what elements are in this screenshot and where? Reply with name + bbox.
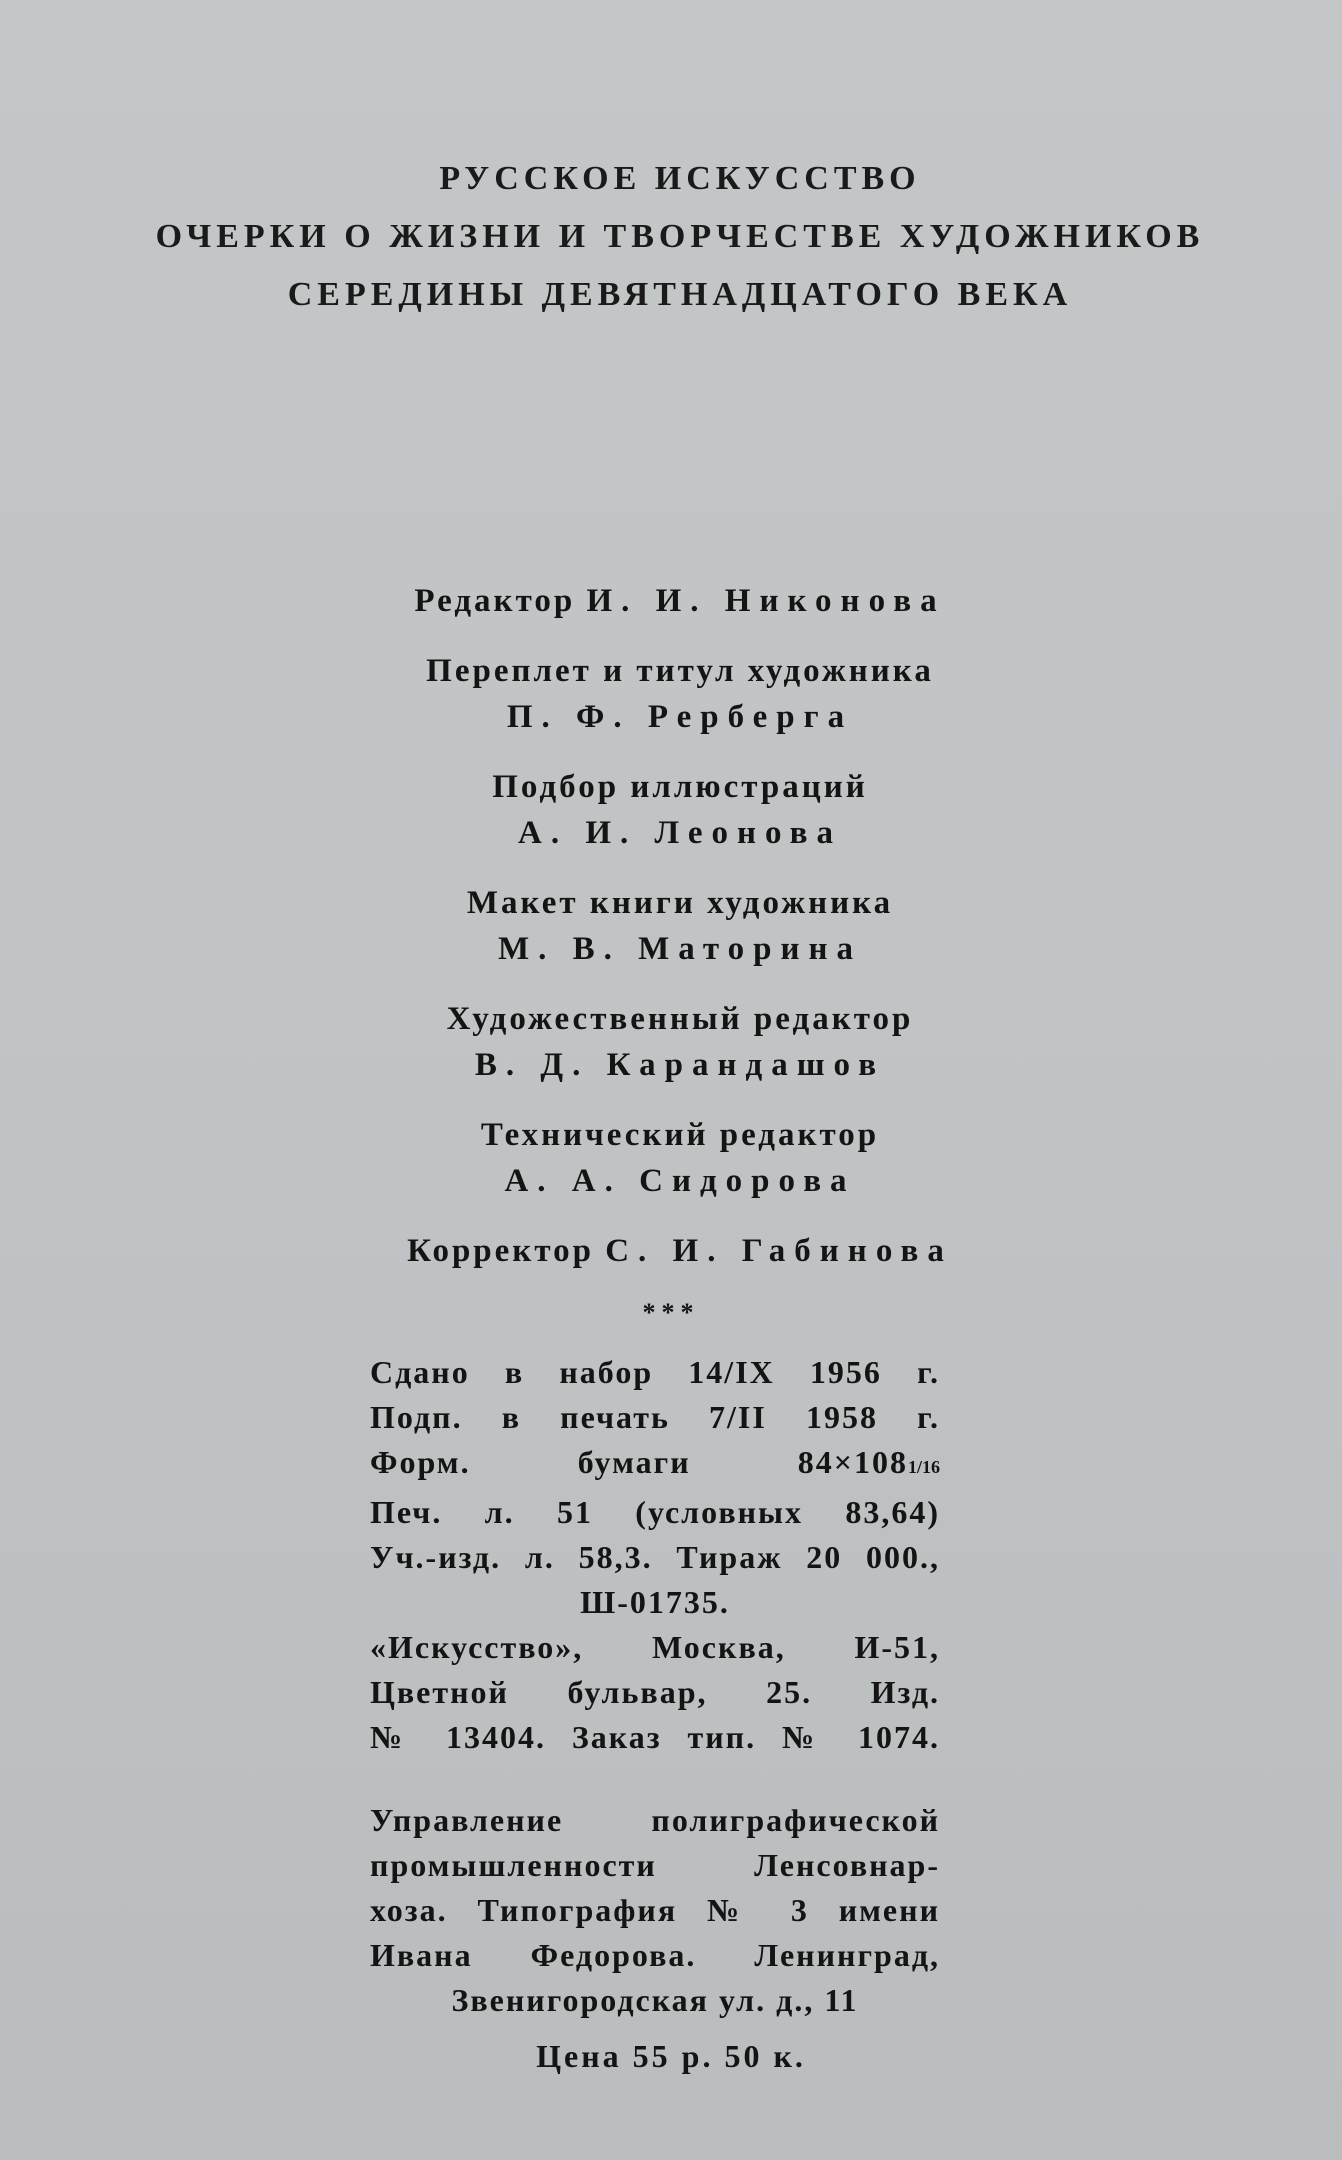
credit-tech-editor: [250, 1112, 1110, 1204]
imprint-paper-format: [370, 1440, 940, 1490]
credit-art-editor-role: Художественный редактор: [446, 1001, 914, 1037]
printer-block: [370, 1798, 940, 2023]
credit-illustrations-role: Подбор иллюстраций: [492, 769, 868, 805]
paper-format-fraction: 1/16: [907, 1457, 940, 1477]
imprint-publisher: «Искусство», Москва, И-51,: [370, 1629, 940, 1665]
credit-proofreader-role: Корректор: [407, 1233, 594, 1269]
credit-tech-editor-role: Технический редактор: [480, 1117, 880, 1153]
title-line-3: СЕРЕДИНЫ ДЕВЯТНАДЦАТОГО ВЕКА: [287, 276, 1073, 313]
credit-editor-role: Редактор: [414, 583, 576, 619]
credit-editor-line: [414, 583, 945, 619]
imprint-code: Ш-01735.: [580, 1584, 730, 1620]
credit-illustrations-name: А. И. Леонова: [517, 815, 843, 851]
credit-art-editor: [250, 996, 1110, 1088]
title-line-2: ОЧЕРКИ О ЖИЗНИ И ТВОРЧЕСТВЕ ХУДОЖНИКОВ: [155, 218, 1205, 255]
series-title: [100, 150, 1260, 324]
printer-line-4: Ивана Федорова. Ленинград,: [370, 1937, 940, 1973]
credit-layout: [250, 880, 1110, 972]
credit-art-editor-name: В. Д. Карандашов: [474, 1047, 886, 1083]
credit-binding: [250, 648, 1110, 740]
imprint-sheets: Печ. л. 51 (условных 83,64): [370, 1494, 940, 1530]
credit-binding-role: Переплет и титул художника: [426, 653, 934, 689]
credit-editor: [250, 578, 1110, 624]
credit-editor-name: И. И. Никонова: [586, 583, 946, 619]
credit-layout-role: Макет книги художника: [466, 885, 894, 921]
paper-format-text: Форм. бумаги 84×108: [370, 1444, 908, 1480]
credit-illustrations: [250, 764, 1110, 856]
printer-line-3: хоза. Типография № 3 имени: [370, 1892, 940, 1928]
imprint-block: [370, 1350, 940, 1760]
printer-line-1: Управление полиграфической: [370, 1802, 940, 1838]
credit-binding-name: П. Ф. Рерберга: [506, 699, 854, 735]
imprint-typesetting-date: Сдано в набор 14/IX 1956 г.: [370, 1354, 940, 1390]
asterism-separator: ***: [642, 1298, 700, 1327]
printer-line-5: Звенигородская ул. д., 11: [451, 1982, 859, 2018]
credit-tech-editor-name: А. А. Сидорова: [504, 1163, 856, 1199]
imprint-address: Цветной бульвар, 25. Изд.: [370, 1674, 940, 1710]
price-label: Цена 55 р. 50 к.: [536, 2038, 806, 2074]
imprint-print-date: Подп. в печать 7/II 1958 г.: [370, 1399, 940, 1435]
credit-proofreader-name: С. И. Габинова: [605, 1233, 953, 1269]
credit-proofreader-line: [407, 1233, 953, 1269]
title-line-1: РУССКОЕ ИСКУССТВО: [439, 160, 921, 197]
printer-line-2: промышленности Ленсовнар-: [370, 1847, 940, 1883]
credit-layout-name: М. В. Маторина: [497, 931, 863, 967]
credit-proofreader: [250, 1228, 1110, 1274]
credits-block: [250, 578, 1110, 1298]
imprint-order-number: № 13404. Заказ тип. № 1074.: [370, 1719, 940, 1755]
imprint-print-run: Уч.-изд. л. 58,3. Тираж 20 000.,: [370, 1539, 940, 1575]
